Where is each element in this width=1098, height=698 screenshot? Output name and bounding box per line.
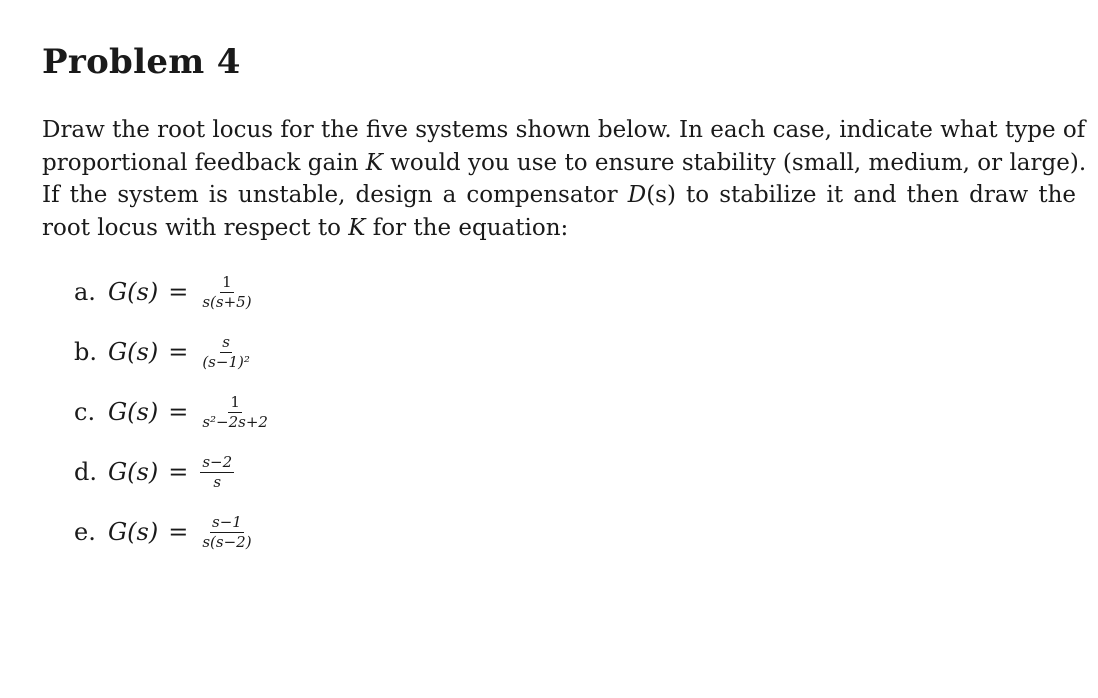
- fraction-numerator: 1: [230, 392, 240, 411]
- transfer-function-lhs: G(s): [108, 278, 159, 306]
- item-label: d.: [74, 458, 97, 486]
- transfer-function-fraction: [200, 514, 253, 551]
- transfer-function-lhs: G(s): [108, 398, 159, 426]
- statement-line-4-post: for the equation:: [365, 214, 569, 241]
- statement-line-4-pre: root locus with respect to: [42, 214, 349, 241]
- fraction-numerator: s−1: [212, 512, 242, 531]
- transfer-function-lhs: G(s): [108, 518, 159, 546]
- transfer-function-fraction: [200, 394, 270, 431]
- fraction-denominator: s: [213, 472, 222, 491]
- statement-line-3-post: to stabilize it and then draw the: [675, 182, 1076, 208]
- fraction-numerator: s: [222, 332, 230, 351]
- equals-sign: =: [168, 518, 189, 546]
- transfer-function-lhs: G(s): [108, 338, 159, 366]
- system-item-e: [74, 502, 270, 562]
- fraction-numerator: 1: [222, 272, 232, 291]
- statement-line-2-pre: proportional feedback gain: [42, 149, 366, 176]
- statement-line-2: [42, 147, 1087, 180]
- transfer-function-fraction: [200, 274, 253, 311]
- item-label: b.: [74, 338, 97, 366]
- problem-statement: [42, 114, 1087, 244]
- statement-line-3-pre: If the system is unstable, design a compensator: [42, 182, 628, 208]
- equals-sign: =: [168, 278, 189, 306]
- fraction-numerator: s−2: [202, 452, 233, 471]
- statement-line-3: [42, 179, 1076, 212]
- gain-variable: K: [365, 149, 383, 176]
- equals-sign: =: [168, 338, 189, 366]
- problem-title: Problem 4: [42, 42, 241, 82]
- item-label: a.: [74, 278, 96, 306]
- systems-list: [74, 262, 270, 562]
- system-item-b: [74, 322, 270, 382]
- fraction-denominator: s(s−2): [202, 532, 252, 551]
- item-label: c.: [74, 398, 96, 426]
- transfer-function-fraction: [200, 334, 252, 371]
- statement-line-1: [42, 114, 1086, 147]
- fraction-denominator: s(s+5): [202, 292, 252, 311]
- transfer-function-lhs: G(s): [108, 458, 159, 486]
- system-item-a: [74, 262, 270, 322]
- equals-sign: =: [168, 398, 189, 426]
- compensator-variable: D: [627, 182, 647, 208]
- fraction-denominator: s²−2s+2: [202, 412, 268, 431]
- statement-line-2-post: would you use to ensure stability (small, medium, or large).: [382, 149, 1087, 176]
- system-item-c: [74, 382, 270, 442]
- statement-line-1-text: Draw the root locus for the five systems shown below. In each case, indicate what type of: [42, 117, 1086, 143]
- statement-line-4: [42, 212, 1076, 245]
- fraction-denominator: (s−1)²: [202, 352, 250, 371]
- transfer-function-fraction: [200, 454, 234, 491]
- system-item-d: [74, 442, 270, 502]
- equals-sign: =: [168, 458, 189, 486]
- compensator-argument: (s): [646, 182, 676, 208]
- gain-variable: K: [348, 214, 366, 241]
- item-label: e.: [74, 518, 96, 546]
